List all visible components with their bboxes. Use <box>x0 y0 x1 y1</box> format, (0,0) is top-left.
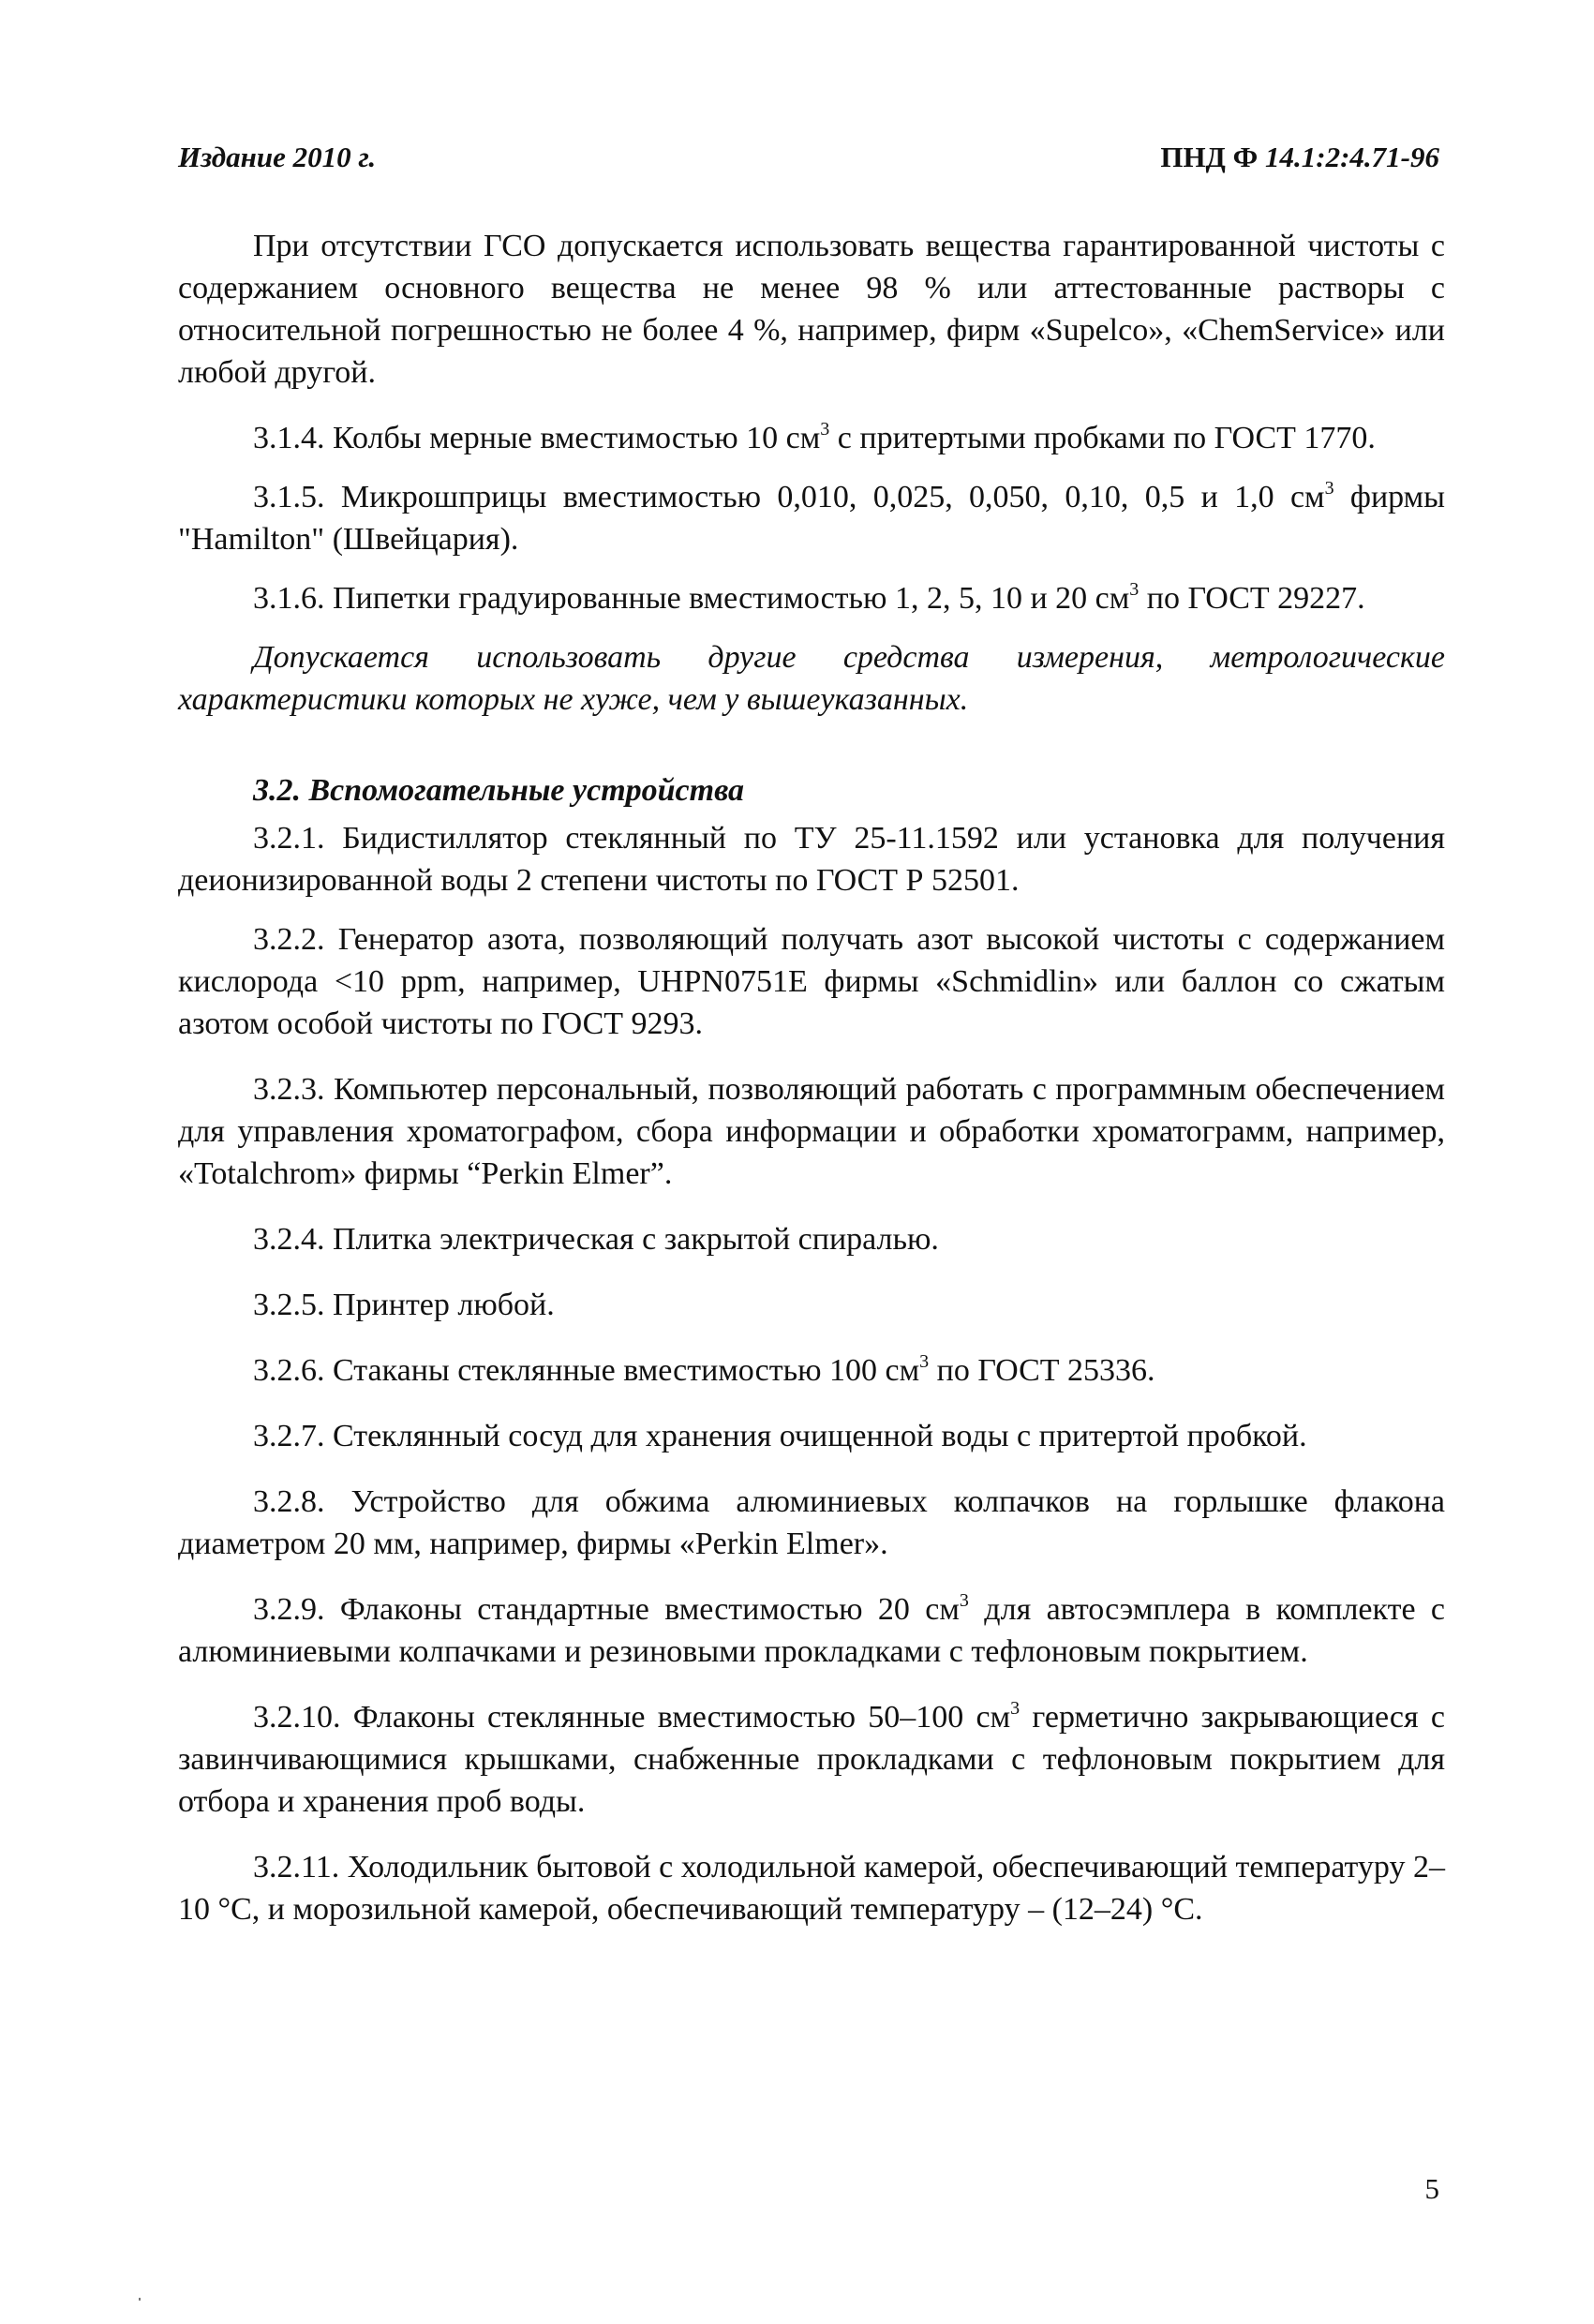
paragraph-3-2-3: 3.2.3. Компьютер персональный, позволяющий работать с программным обеспечением для управления хроматографом, сбора информации и обработки хроматограмм, например, «Totalchrom» фирмы “Perkin Elmer”. <box>178 1072 1445 1191</box>
paragraph-3-1-6 <box>178 577 1445 619</box>
paragraph-text: 3.1.5. Микрошприцы вместимостью 0,010, 0,025, 0,050, 0,10, 0,5 и 1,0 см <box>253 480 1325 514</box>
page-header <box>178 141 1439 178</box>
paragraph-3-2-2: 3.2.2. Генератор азота, позволяющий получать азот высокой чистоты с содержанием кислорода <10 ppm, например, UHPN0751E фирмы «Schmidlin» или баллон со сжатым азотом особой чистоты по ГОСТ 9293. <box>178 922 1445 1041</box>
superscript: 3 <box>919 1351 930 1372</box>
superscript: 3 <box>1324 478 1334 499</box>
paragraph-3-2-11: 3.2.11. Холодильник бытовой с холодильной камерой, обеспечивающий температуру 2–10 °С, и морозильной камерой, обеспечивающий температуру – (12–24) °С. <box>178 1850 1445 1927</box>
paragraph-3-2-10 <box>178 1696 1445 1823</box>
superscript: 3 <box>820 419 830 439</box>
paragraph-3-2-6 <box>178 1349 1445 1392</box>
paragraph-text: 3.2.6. Стаканы стеклянные вместимостью 100 см <box>253 1353 920 1388</box>
paragraph-3-1-5 <box>178 476 1445 560</box>
paragraph-text: с притертыми пробками по ГОСТ 1770. <box>829 421 1376 455</box>
paragraph-3-2-1: 3.2.1. Бидистиллятор стеклянный по ТУ 25-11.1592 или установка для получения деионизированной воды 2 степени чистоты по ГОСТ Р 52501. <box>178 821 1445 898</box>
superscript: 3 <box>1010 1698 1020 1719</box>
document-code <box>1160 141 1439 174</box>
paragraph-text: 3.1.6. Пипетки градуированные вместимостью 1, 2, 5, 10 и 20 см <box>253 581 1130 616</box>
edition-label: Издание 2010 г. <box>178 141 377 173</box>
scan-speck <box>139 2298 141 2301</box>
paragraph-text: фирмы "Hamilton" (Швейцария). <box>178 480 1445 557</box>
paragraph-3-2-9 <box>178 1588 1445 1673</box>
paragraph-3-2-7: 3.2.7. Стеклянный сосуд для хранения очищенной воды с притертой пробкой. <box>253 1419 1307 1453</box>
paragraph-text: для автосэмплера в комплекте с алюминиевыми колпачками и резиновыми прокладками с тефлоновым покрытием. <box>178 1592 1446 1669</box>
document-code-prefix: ПНД Ф <box>1160 141 1259 173</box>
paragraph-allowed-instruments: Допускается использовать другие средства измерения, метрологические характеристики которых не хуже, чем у вышеуказанных. <box>178 640 1445 717</box>
superscript: 3 <box>959 1590 969 1611</box>
paragraph-text: по ГОСТ 29227. <box>1139 581 1365 616</box>
paragraph-text: по ГОСТ 25336. <box>929 1353 1155 1388</box>
superscript: 3 <box>1129 579 1140 600</box>
paragraph-3-2-5: 3.2.5. Принтер любой. <box>253 1288 555 1322</box>
paragraph-text: 3.2.9. Флаконы стандартные вместимостью 20 см <box>253 1592 960 1627</box>
paragraph-gso: При отсутствии ГСО допускается использовать вещества гарантированной чистоты с содержанием основного вещества не менее 98 % или аттестованные растворы с относительной погрешностью не более 4 %, например, фирм «Supelco», «ChemService» или любой другой. <box>178 229 1445 390</box>
page-body <box>178 225 1445 1954</box>
paragraph-3-2-4: 3.2.4. Плитка электрическая с закрытой спиралью. <box>253 1222 939 1257</box>
paragraph-3-1-4 <box>178 417 1445 459</box>
paragraph-text: герметично закрывающиеся с завинчивающимися крышками, снабженные прокладками с тефлоновым покрытием для отбора и хранения проб воды. <box>178 1700 1445 1819</box>
page-number: 5 <box>1424 2172 1439 2205</box>
document-code-number: 14.1:2:4.71-96 <box>1265 141 1439 173</box>
paragraph-text: 3.2.10. Флаконы стеклянные вместимостью 50–100 см <box>253 1700 1011 1735</box>
paragraph-text: 3.1.4. Колбы мерные вместимостью 10 см <box>253 421 821 455</box>
section-heading: 3.2. Вспомогательные устройства <box>253 773 745 808</box>
paragraph-3-2-8: 3.2.8. Устройство для обжима алюминиевых колпачков на горлышке флакона диаметром 20 мм, например, фирмы «Perkin Elmer». <box>178 1484 1445 1561</box>
